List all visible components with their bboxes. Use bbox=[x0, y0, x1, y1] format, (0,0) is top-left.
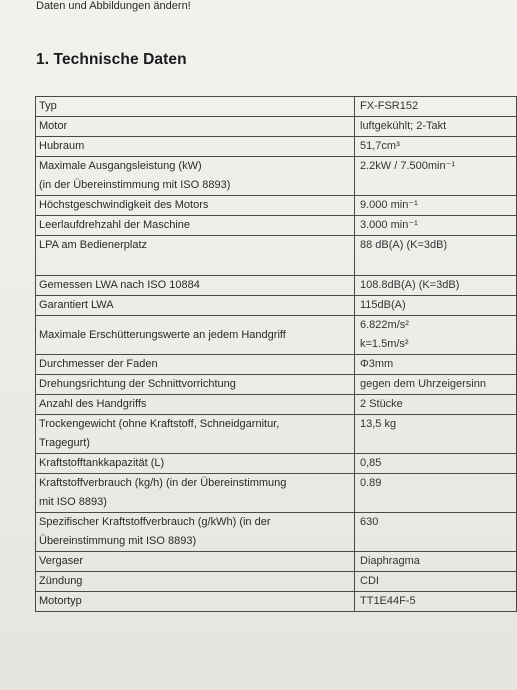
spec-value: 630 bbox=[355, 513, 517, 552]
spec-label: Kraftstofftankkapazität (L) bbox=[36, 454, 355, 474]
spec-label: Spezifischer Kraftstoffverbrauch (g/kWh) (in der bbox=[39, 516, 271, 528]
spec-label-cell bbox=[36, 415, 355, 454]
spec-label: Drehungsrichtung der Schnittvorrichtung bbox=[36, 375, 355, 395]
table-row bbox=[36, 137, 517, 157]
spec-label: Leerlaufdrehzahl der Maschine bbox=[36, 216, 355, 236]
spec-value: luftgekühlt; 2-Takt bbox=[355, 117, 517, 137]
spec-label-cell bbox=[36, 157, 355, 196]
spec-value: 0.89 bbox=[355, 474, 517, 513]
spec-value: 3.000 min⁻¹ bbox=[355, 216, 517, 236]
spec-value: gegen dem Uhrzeigersinn bbox=[355, 375, 517, 395]
spec-label-cell bbox=[36, 513, 355, 552]
table-row bbox=[36, 375, 517, 395]
spec-label: Kraftstoffverbrauch (kg/h) (in der Übereinstimmung bbox=[39, 477, 287, 489]
spec-value: 88 dB(A) (K=3dB) bbox=[355, 236, 517, 276]
spec-value-cell bbox=[355, 316, 517, 355]
table-row bbox=[36, 454, 517, 474]
top-note: Daten und Abbildungen ändern! bbox=[36, 0, 191, 12]
table-row bbox=[36, 415, 517, 454]
table-row bbox=[36, 474, 517, 513]
spec-label: Motor bbox=[36, 117, 355, 137]
spec-label: Zündung bbox=[36, 572, 355, 592]
spec-value: 108.8dB(A) (K=3dB) bbox=[355, 276, 517, 296]
spec-value: 9.000 min⁻¹ bbox=[355, 196, 517, 216]
table-row bbox=[36, 355, 517, 375]
table-row bbox=[36, 236, 517, 276]
spec-value-line2: k=1.5m/s² bbox=[360, 338, 409, 350]
spec-value: 6.822m/s² bbox=[360, 319, 409, 331]
spec-value: 2.2kW / 7.500min⁻¹ bbox=[355, 157, 517, 196]
spec-label: Maximale Erschütterungswerte an jedem Handgriff bbox=[36, 316, 355, 355]
spec-label: Trockengewicht (ohne Kraftstoff, Schneidgarnitur, bbox=[39, 418, 280, 430]
spec-label: Gemessen LWA nach ISO 10884 bbox=[36, 276, 355, 296]
spec-label-line2: Übereinstimmung mit ISO 8893) bbox=[39, 535, 197, 547]
spec-label: LPA am Bedienerplatz bbox=[39, 239, 148, 251]
table-row bbox=[36, 572, 517, 592]
spec-value: 13,5 kg bbox=[355, 415, 517, 454]
spec-label-cell bbox=[36, 236, 355, 276]
spec-label-line2: Tragegurt) bbox=[39, 437, 90, 449]
table-row bbox=[36, 117, 517, 137]
spec-label: Höchstgeschwindigkeit des Motors bbox=[36, 196, 355, 216]
section-title: 1. Technische Daten bbox=[36, 51, 187, 68]
spec-value: CDI bbox=[355, 572, 517, 592]
spec-value: 51,7cm³ bbox=[355, 137, 517, 157]
spec-value: FX-FSR152 bbox=[355, 97, 517, 117]
table-row bbox=[36, 296, 517, 316]
table-row bbox=[36, 513, 517, 552]
table-row bbox=[36, 276, 517, 296]
spec-label: Durchmesser der Faden bbox=[36, 355, 355, 375]
spec-label-line2: (in der Übereinstimmung mit ISO 8893) bbox=[39, 179, 231, 191]
table-row bbox=[36, 196, 517, 216]
blank-line bbox=[39, 255, 351, 275]
spec-value: 115dB(A) bbox=[355, 296, 517, 316]
table-row bbox=[36, 216, 517, 236]
table-row bbox=[36, 157, 517, 196]
spec-value: TT1E44F-5 bbox=[355, 592, 517, 612]
table-row bbox=[36, 97, 517, 117]
spec-label: Motortyp bbox=[36, 592, 355, 612]
spec-label: Garantiert LWA bbox=[36, 296, 355, 316]
spec-label-line2: mit ISO 8893) bbox=[39, 496, 107, 508]
table-row bbox=[36, 316, 517, 355]
spec-label: Maximale Ausgangsleistung (kW) bbox=[39, 160, 202, 172]
table-row bbox=[36, 592, 517, 612]
spec-label: Hubraum bbox=[36, 137, 355, 157]
table-row bbox=[36, 552, 517, 572]
spec-value: Diaphragma bbox=[355, 552, 517, 572]
spec-label: Typ bbox=[36, 97, 355, 117]
spec-value: 2 Stücke bbox=[355, 395, 517, 415]
spec-value: 0,85 bbox=[355, 454, 517, 474]
spec-label: Vergaser bbox=[36, 552, 355, 572]
spec-table bbox=[35, 96, 517, 612]
spec-label-cell bbox=[36, 474, 355, 513]
spec-label: Anzahl des Handgriffs bbox=[36, 395, 355, 415]
table-row bbox=[36, 395, 517, 415]
spec-value: Φ3mm bbox=[355, 355, 517, 375]
